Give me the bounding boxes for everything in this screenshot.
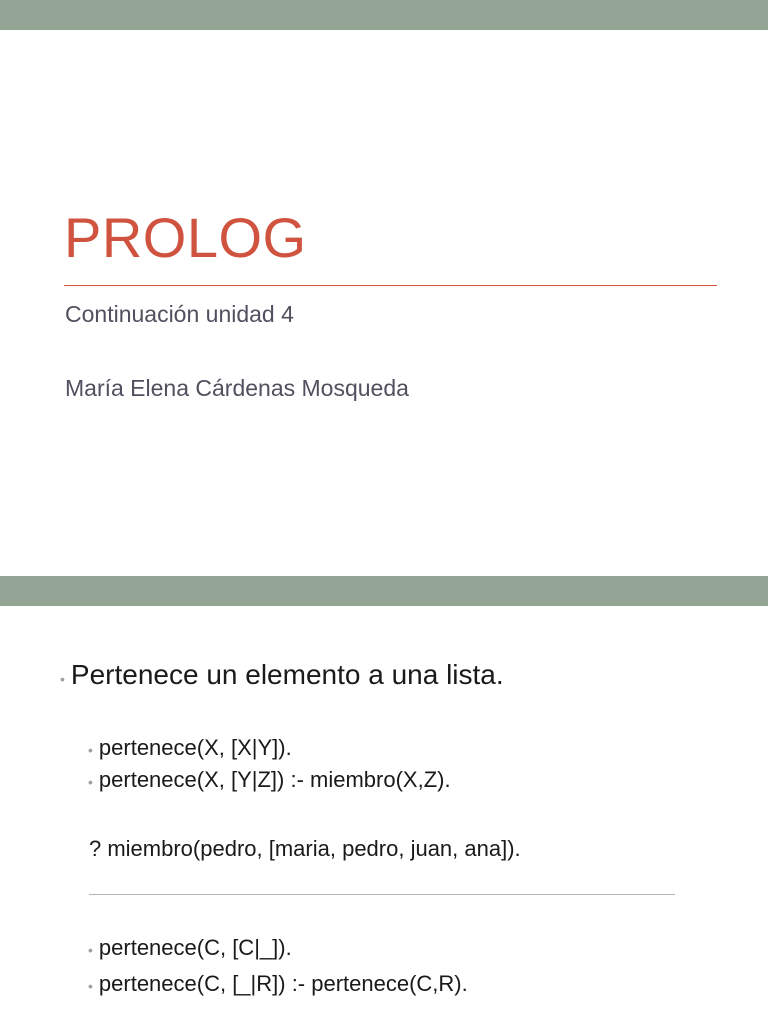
bullet-icon: •	[88, 978, 93, 994]
sub-bullet	[88, 734, 292, 764]
sub-bullet	[88, 766, 451, 796]
title-underline	[64, 285, 717, 286]
sub-bullet-text: pertenece(X, [Y|Z]) :- miembro(X,Z).	[98, 767, 451, 792]
sub-bullet	[88, 970, 468, 1000]
sub-bullet	[88, 934, 292, 964]
slide-header-band	[0, 576, 768, 606]
separator-line	[89, 894, 675, 895]
subtitle-unit: Continuación unidad 4	[65, 301, 294, 327]
subtitle-author: María Elena Cárdenas Mosqueda	[65, 375, 409, 401]
sub-bullet-text: pertenece(X, [X|Y]).	[98, 735, 292, 760]
bullet-icon: •	[88, 742, 93, 758]
main-bullet-text: Pertenece un elemento a una lista.	[70, 659, 504, 690]
slide-title: PROLOG	[64, 206, 307, 269]
bullet-icon: •	[60, 671, 65, 687]
bullet-icon: •	[88, 942, 93, 958]
sub-bullet-text: pertenece(C, [C|_]).	[98, 935, 292, 960]
sub-bullet-text: pertenece(C, [_|R]) :- pertenece(C,R).	[98, 971, 468, 996]
slide-header-band	[0, 0, 768, 30]
content-slide	[0, 576, 768, 1024]
query-example: ? miembro(pedro, [maria, pedro, juan, ana]).	[89, 836, 521, 861]
bullet-icon: •	[88, 774, 93, 790]
main-bullet	[60, 658, 504, 696]
